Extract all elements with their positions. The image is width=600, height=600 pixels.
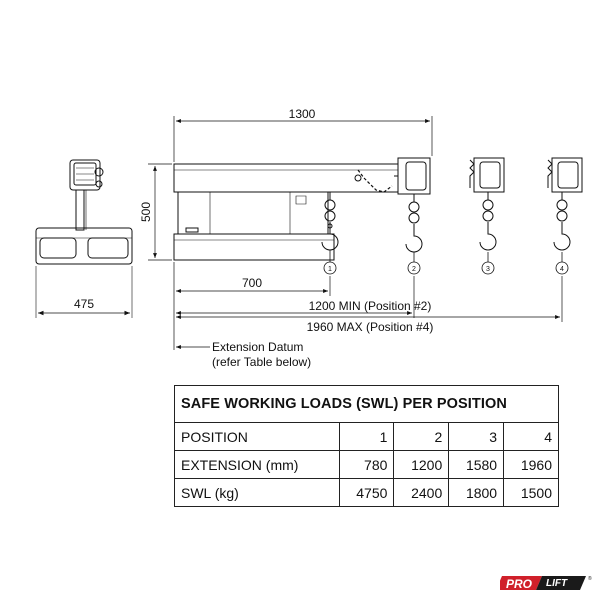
height-label: 500	[139, 201, 153, 223]
end-view	[36, 160, 132, 318]
table-title: SAFE WORKING LOADS (SWL) PER POSITION	[175, 386, 559, 423]
cell: 2400	[394, 479, 449, 507]
cell: 1200	[394, 451, 449, 479]
position-1-marker: 1	[328, 266, 332, 273]
table-row	[175, 479, 559, 507]
cell: 1580	[449, 451, 504, 479]
table-row	[175, 423, 559, 451]
extension-position-3	[470, 158, 504, 250]
cell: 1960	[504, 451, 559, 479]
prolift-logo	[500, 572, 596, 594]
table-title-row	[175, 386, 559, 423]
fork-boom	[174, 158, 430, 260]
max-extension-label: 1960 MAX (Position #4)	[306, 320, 434, 334]
extension-position-4	[548, 158, 582, 250]
logo-registered-mark: ®	[588, 576, 592, 582]
cell: 1800	[449, 479, 504, 507]
datum-note-line1: Extension Datum	[212, 340, 304, 354]
logo-part1: PRO	[506, 577, 533, 591]
cell: 4750	[339, 479, 394, 507]
min-extension-label: 1200 MIN (Position #2)	[308, 299, 432, 313]
base-width-label: 475	[73, 297, 95, 311]
row-label: POSITION	[175, 423, 340, 451]
cell: 4	[504, 423, 559, 451]
position-3-marker: 3	[486, 266, 490, 273]
datum-offset-label: 700	[241, 276, 263, 290]
table-row	[175, 451, 559, 479]
position-4-marker: 4	[560, 266, 564, 273]
datum-note-line2: (refer Table below)	[212, 355, 312, 369]
row-label: EXTENSION (mm)	[175, 451, 340, 479]
overall-length-label: 1300	[288, 107, 316, 121]
cell: 1	[339, 423, 394, 451]
logo-sub: SOLUTIONS	[558, 589, 576, 593]
row-label: SWL (kg)	[175, 479, 340, 507]
position-2-marker: 2	[412, 266, 416, 273]
swl-table	[174, 385, 559, 507]
logo-part2: LIFT	[546, 578, 568, 589]
cell: 2	[394, 423, 449, 451]
cell: 3	[449, 423, 504, 451]
cell: 780	[339, 451, 394, 479]
position-markers	[324, 250, 568, 274]
cell: 1500	[504, 479, 559, 507]
